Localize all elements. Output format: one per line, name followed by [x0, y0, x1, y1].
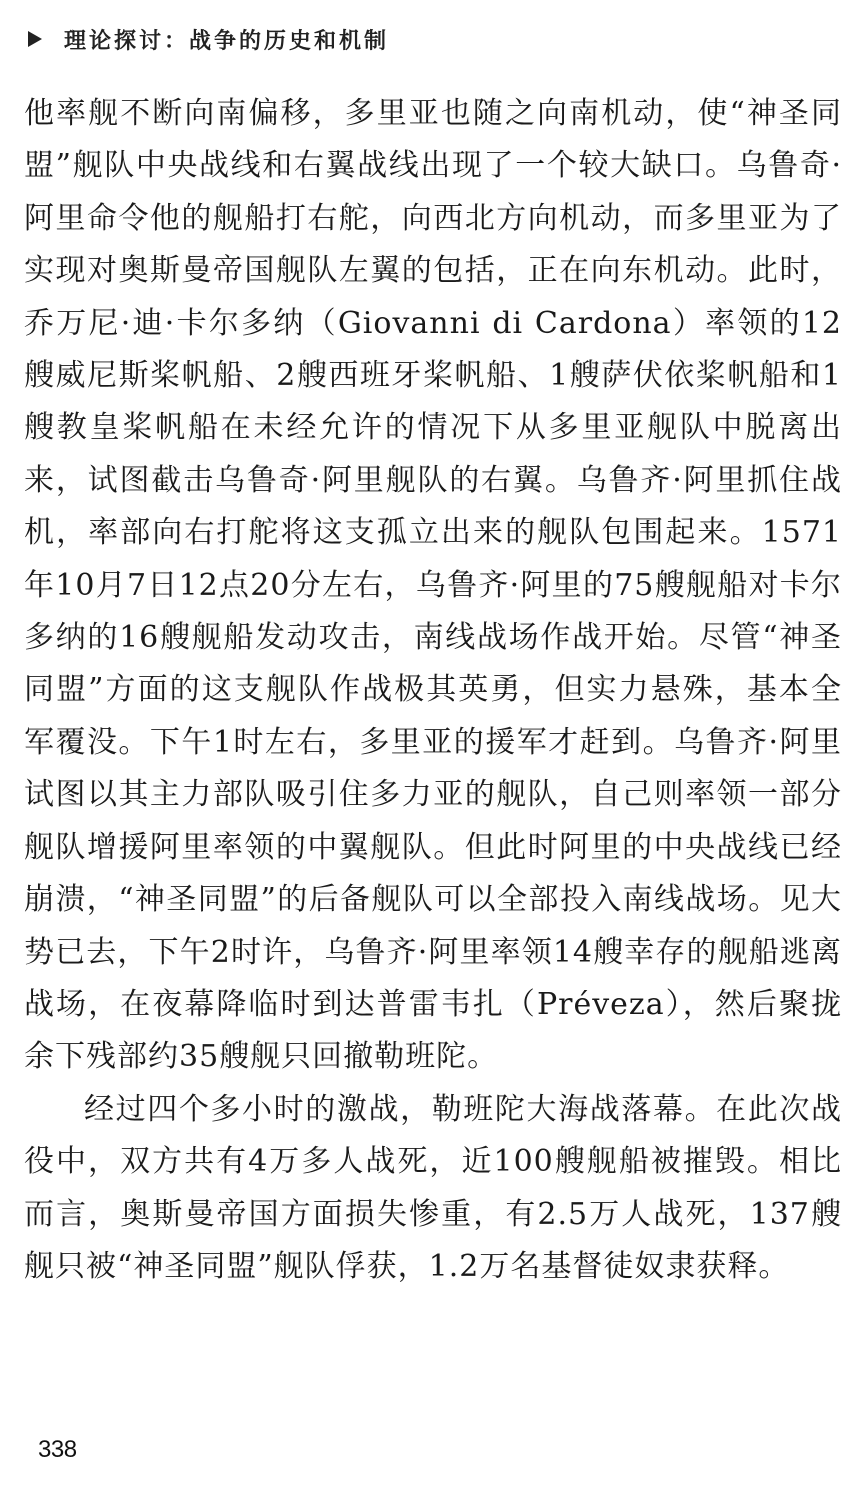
- running-header-title: 理论探讨：战争的历史和机制: [64, 28, 390, 54]
- body-text: [24, 88, 842, 1293]
- page-number: 338: [38, 1436, 77, 1463]
- paragraph: 经过四个多小时的激战，勒班陀大海战落幕。在此次战役中，双方共有4万多人战死，近100艘舰船被摧毁。相比而言，奥斯曼帝国方面损失惨重，有2.5万人战死，137艘舰只被“神圣同盟”舰队俘获，1.2万名基督徒奴隶获释。: [24, 1091, 842, 1284]
- right-triangle-icon: [28, 31, 42, 47]
- running-header: [28, 22, 389, 56]
- paragraph: 他率舰不断向南偏移，多里亚也随之向南机动，使“神圣同盟”舰队中央战线和右翼战线出现了一个较大缺口。乌鲁奇·阿里命令他的舰船打右舵，向西北方向机动，而多里亚为了实现对奥斯曼帝国舰队左翼的包括，正在向东机动。此时，乔万尼·迪·卡尔多纳（Giovanni di Cardona）率领的12艘威尼斯桨帆船、2艘西班牙桨帆船、1艘萨伏依桨帆船和1艘教皇桨帆船在未经允许的情况下从多里亚舰队中脱离出来，试图截击乌鲁奇·阿里舰队的右翼。乌鲁齐·阿里抓住战机，率部向右打舵将这支孤立出来的舰队包围起来。1571年10月7日12点20分左右，乌鲁齐·阿里的75艘舰船对卡尔多纳的16艘舰船发动攻击，南线战场作战开始。尽管“神圣同盟”方面的这支舰队作战极其英勇，但实力悬殊，基本全军覆没。下午1时左右，多里亚的援军才赶到。乌鲁齐·阿里试图以其主力部队吸引住多力亚的舰队，自己则率领一部分舰队增援阿里率领的中翼舰队。但此时阿里的中央战线已经崩溃，“神圣同盟”的后备舰队可以全部投入南线战场。见大势已去，下午2时许，乌鲁齐·阿里率领14艘幸存的舰船逃离战场，在夜幕降临时到达普雷韦扎（Préveza），然后聚拢余下残部约35艘舰只回撤勒班陀。: [24, 96, 842, 1075]
